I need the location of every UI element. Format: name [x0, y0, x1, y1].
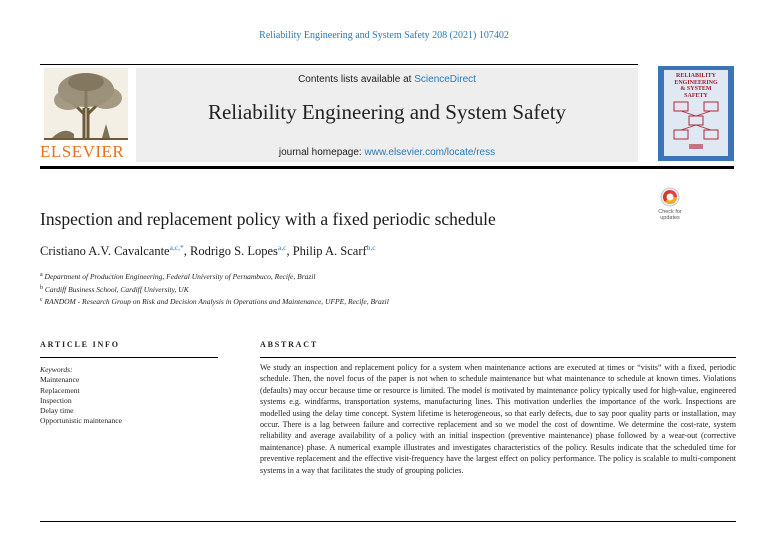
- cover-title-line: SAFETY: [684, 92, 708, 99]
- cover-title-line: RELIABILITY: [675, 73, 716, 79]
- homepage-line: [136, 147, 638, 158]
- paper-title: Inspection and replacement policy with a fixed periodic schedule: [40, 209, 496, 229]
- affiliation-item: [40, 283, 389, 296]
- keyword-item: Delay time: [40, 406, 74, 416]
- affiliation-mark: a: [40, 272, 43, 278]
- cover-title-line: & SYSTEM: [680, 86, 712, 92]
- affiliation-item: [40, 270, 389, 283]
- check-updates-label: [652, 209, 688, 221]
- journal-citation[interactable]: Reliability Engineering and System Safety 208 (2021) 107402: [259, 30, 509, 41]
- bottom-rule: [40, 521, 736, 522]
- check-updates-line: updates: [660, 215, 680, 221]
- keywords-label: Keywords:: [40, 365, 73, 374]
- affiliation-mark: c: [40, 297, 43, 303]
- affiliation-text: RANDOM - Research Group on Risk and Decision Analysis in Operations and Maintenance, UFPE, Recife, Brazil: [44, 297, 389, 306]
- affiliation-list: [40, 270, 389, 308]
- author-separator: ,: [286, 244, 293, 258]
- cover-inner: [664, 70, 728, 156]
- author-name[interactable]: Philip A. Scarf: [292, 244, 367, 258]
- affiliation-text: Cardiff Business School, Cardiff University, UK: [44, 284, 189, 294]
- header-thick-rule: [40, 166, 734, 169]
- author-list: [40, 243, 376, 259]
- affiliation-text: Department of Production Engineering, Federal University of Pernambuco, Recife, Brazil: [44, 272, 316, 281]
- check-updates-icon: [652, 187, 688, 209]
- journal-homepage-link[interactable]: www.elsevier.com/locate/ress: [364, 147, 496, 158]
- article-info-heading: ARTICLE INFO: [40, 340, 120, 349]
- keyword-item: Maintenance: [40, 375, 80, 385]
- cover-title: [664, 73, 728, 99]
- contents-line: [136, 74, 638, 85]
- keyword-item: Inspection: [40, 395, 72, 405]
- author-name[interactable]: Rodrigo S. Lopes: [190, 244, 278, 258]
- journal-banner: [40, 64, 638, 164]
- keyword-item: Opportunistic maintenance: [40, 416, 123, 426]
- banner-center-panel: [136, 68, 638, 162]
- elsevier-wordmark: ELSEVIER: [40, 142, 125, 161]
- elsevier-tree-icon: [44, 68, 128, 140]
- journal-title: Reliability Engineering and System Safety: [207, 100, 567, 124]
- sciencedirect-link[interactable]: ScienceDirect: [414, 74, 476, 85]
- article-info-rule: [40, 357, 218, 358]
- abstract-text: We study an inspection and replacement policy for a system when maintenance actions are executed at times or “visits” with a fixed, periodic schedule. Then, the novel focus of the paper is not when to schedule maintenance but what maintenance to schedule at known times. Violations (defaults) may occur because time or resource is limited. The model is motivated by maintenance policy typically used for high-value, engineered systems e.g. windfarms, transportation systems, manufacturing lines. This motivation underlies the importance of the work. Inspections are modelled using the delay time concept. System lifetime is heterogeneous, so that early defects, due to say poor quality parts or installation, may occur. There is a lag between failure and corrective replacement and so we model the cost of downtime. We determine the cost-rate, system reliability and average availability of a policy with an initial inspection (preventive maintenance) phase followed by a wear-out (corrective maintenance) phase. A numerical example illustrates and investigates characteristics of the policy. Results indicate that the scheduled time for preventive replacement and the effective visit-frequency have the largest effect on policy performance. The policy is scalable to multi-component systems in a way that facilitates the study of grouping policies.: [260, 363, 736, 475]
- abstract-heading: ABSTRACT: [260, 340, 318, 349]
- author-affiliation-marks[interactable]: b,c: [366, 243, 376, 252]
- check-for-updates-badge[interactable]: [652, 187, 688, 229]
- journal-cover-thumbnail[interactable]: [658, 66, 734, 161]
- check-updates-line: Check for: [658, 209, 682, 215]
- keyword-item: Replacement: [40, 385, 80, 395]
- homepage-prefix: journal homepage:: [278, 147, 365, 158]
- affiliation-mark: b: [40, 284, 43, 291]
- author-separator: ,: [183, 244, 191, 258]
- keywords-block: [40, 365, 122, 427]
- author-affiliation-marks[interactable]: a,c,*: [169, 243, 184, 252]
- elsevier-logo[interactable]: [40, 68, 132, 164]
- affiliation-item: [40, 295, 389, 308]
- author-name[interactable]: Cristiano A.V. Cavalcante: [40, 244, 170, 258]
- cover-diagram-icon: [664, 98, 728, 156]
- cover-title-line: ENGINEERING: [674, 79, 718, 86]
- author-affiliation-marks[interactable]: a,c: [277, 243, 287, 252]
- abstract-rule: [260, 357, 736, 358]
- contents-prefix: Contents lists available at: [298, 74, 415, 85]
